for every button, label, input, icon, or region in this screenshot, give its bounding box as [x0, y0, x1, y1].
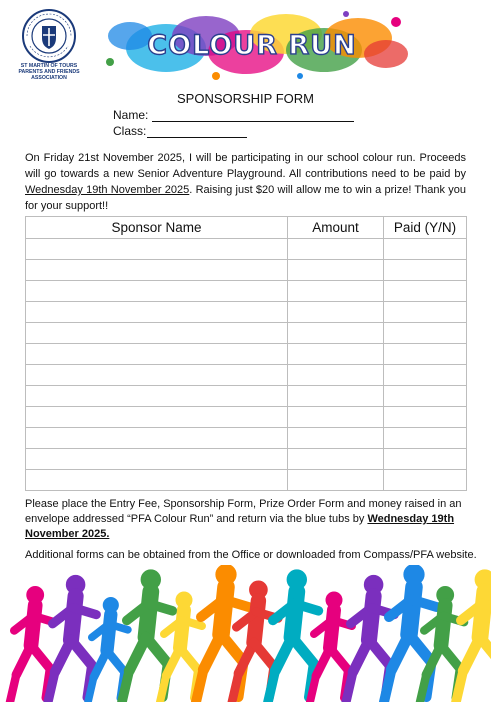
table-row [26, 323, 467, 344]
cell-amount[interactable] [288, 281, 384, 302]
instructions-text: Please place the Entry Fee, Sponsorship Form, Prize Order Form and money raised in an envelope addressed “PFA Colour Run” and return via the blue tubs by [25, 498, 462, 525]
banner-title: COLOUR RUN [147, 30, 357, 61]
table-row [26, 365, 467, 386]
cell-sponsor-name[interactable] [26, 302, 288, 323]
table-row [26, 386, 467, 407]
cell-amount[interactable] [288, 386, 384, 407]
class-label: Class: [113, 124, 147, 138]
cell-amount[interactable] [288, 260, 384, 281]
cell-paid[interactable] [384, 323, 467, 344]
cell-amount[interactable] [288, 407, 384, 428]
school-logo [10, 8, 88, 88]
cell-paid[interactable] [384, 407, 467, 428]
intro-paragraph [25, 150, 466, 214]
cell-sponsor-name[interactable] [26, 281, 288, 302]
table-row [26, 260, 467, 281]
intro-text-1: On Friday 21st November 2025, I will be participating in our school colour run. Proceeds will go towards a new Senior Adventure Playground. All contributions need to be paid by [25, 152, 466, 180]
cell-sponsor-name[interactable] [26, 323, 288, 344]
header-sponsor-name: Sponsor Name [26, 217, 288, 239]
class-field[interactable] [147, 125, 247, 138]
cell-amount[interactable] [288, 470, 384, 491]
name-label: Name: [113, 108, 149, 122]
table-row [26, 302, 467, 323]
intro-deadline: Wednesday 19th November 2025 [25, 184, 190, 196]
table-row [26, 407, 467, 428]
association-line-1: ST MARTIN OF TOURS [20, 63, 78, 69]
cell-paid[interactable] [384, 449, 467, 470]
cell-paid[interactable] [384, 239, 467, 260]
cell-amount[interactable] [288, 344, 384, 365]
cell-amount[interactable] [288, 428, 384, 449]
table-header-row [26, 217, 467, 239]
cell-sponsor-name[interactable] [26, 386, 288, 407]
cell-sponsor-name[interactable] [26, 365, 288, 386]
cell-paid[interactable] [384, 365, 467, 386]
cell-paid[interactable] [384, 470, 467, 491]
cell-sponsor-name[interactable] [26, 449, 288, 470]
runner-silhouette [456, 570, 491, 702]
cell-sponsor-name[interactable] [26, 239, 288, 260]
cell-paid[interactable] [384, 281, 467, 302]
additional-forms-note: Additional forms can be obtained from the Office or downloaded from Compass/PFA website. [25, 549, 477, 561]
page-title: SPONSORSHIP FORM [176, 91, 314, 106]
cell-amount[interactable] [288, 365, 384, 386]
cell-sponsor-name[interactable] [26, 407, 288, 428]
school-crest-icon [21, 8, 77, 64]
table-row [26, 428, 467, 449]
association-line-2: PARENTS AND FRIENDS [18, 69, 80, 76]
cell-paid[interactable] [384, 386, 467, 407]
cell-amount[interactable] [288, 239, 384, 260]
cell-amount[interactable] [288, 449, 384, 470]
cell-sponsor-name[interactable] [26, 470, 288, 491]
cell-amount[interactable] [288, 302, 384, 323]
table-row [26, 344, 467, 365]
sponsor-table [25, 216, 467, 491]
cell-sponsor-name[interactable] [26, 344, 288, 365]
runners-graphic-icon [0, 565, 491, 702]
cell-amount[interactable] [288, 323, 384, 344]
colour-run-banner [96, 6, 408, 86]
cell-paid[interactable] [384, 344, 467, 365]
table-row [26, 239, 467, 260]
table-row [26, 281, 467, 302]
header-amount: Amount [288, 217, 384, 239]
intro-text-2: . Raising just $20 will allow me to win a prize! Thank you for your support!! [25, 184, 466, 212]
sponsor-table-body [26, 239, 467, 491]
table-row [26, 449, 467, 470]
cell-sponsor-name[interactable] [26, 428, 288, 449]
return-instructions [25, 497, 470, 542]
instructions-deadline: Wednesday 19th November 2025. [25, 513, 455, 540]
association-line-3: ASSOCIATION [31, 75, 67, 82]
table-row [26, 470, 467, 491]
header-paid: Paid (Y/N) [384, 217, 467, 239]
cell-sponsor-name[interactable] [26, 260, 288, 281]
cell-paid[interactable] [384, 260, 467, 281]
cell-paid[interactable] [384, 428, 467, 449]
cell-paid[interactable] [384, 302, 467, 323]
name-field[interactable] [152, 109, 354, 122]
